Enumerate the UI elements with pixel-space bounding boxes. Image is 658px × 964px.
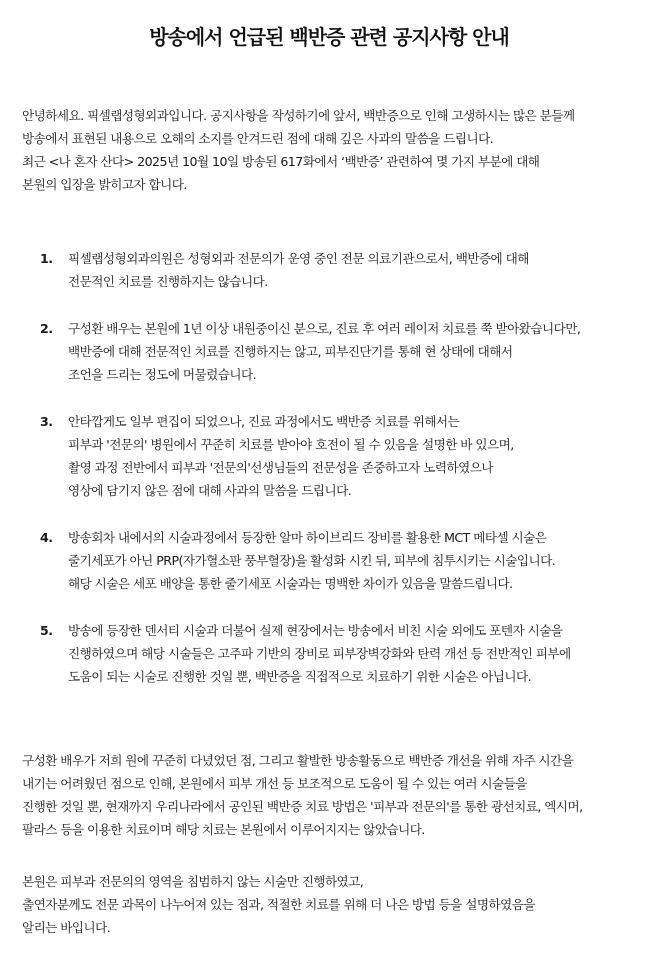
notice-title: 방송에서 언급된 백반증 관련 공지사항 안내 (149, 25, 509, 50)
point-number: 1. (40, 251, 53, 266)
intro-paragraph (22, 104, 647, 196)
point-line: 구성환 배우는 본원에 1년 이상 내원중이신 분으로, 진료 후 여러 레이저 치료를 쭉 받아왔습니다만, (68, 321, 581, 336)
point-line: 안타깝게도 일부 편집이 되었으나, 진료 과정에서도 백반증 치료를 위해서는 (68, 414, 460, 429)
closing-line: 내기는 어려웠던 점으로 인해, 본원에서 피부 개선 등 보조적으로 도움이 될 수 있는 여러 시술들을 (22, 776, 527, 791)
point-line: 방송회차 내에서의 시술과정에서 등장한 알마 하이브리드 장비를 활용한 MCT 메타셀 시술은 (68, 530, 547, 545)
closing-paragraph-1 (22, 749, 647, 841)
closing-line: 팔라스 등을 이용한 치료이며 해당 치료는 본원에서 이루어지지는 않았습니다. (22, 822, 425, 837)
intro-line: 방송에서 표현된 내용으로 오해의 소지를 안겨드린 점에 대해 깊은 사과의 말씀을 드립니다. (22, 131, 494, 146)
intro-line: 안녕하세요. 픽셀랩성형외과입니다. 공지사항을 작성하기에 앞서, 백반증으로 인해 고생하시는 많은 분들께 (22, 108, 575, 123)
notice-point-4 (40, 526, 652, 595)
point-line: 백반증에 대해 전문적인 치료를 진행하지는 않고, 피부진단기를 통해 현 상태에 대해서 (68, 344, 513, 359)
point-line: 전문적인 치료를 진행하지는 않습니다. (68, 274, 268, 289)
point-line: 도움이 되는 시술로 진행한 것일 뿐, 백반증을 직접적으로 치료하기 위한 시술은 아닙니다. (68, 669, 532, 684)
point-line: 픽셀랩성형외과의원은 성형외과 전문의가 운영 중인 전문 의료기관으로서, 백반증에 대해 (68, 251, 529, 266)
closing-line: 출연자분께도 전문 과목이 나누어져 있는 점과, 적절한 치료를 위해 더 나은 방법 등을 설명하였음을 (22, 897, 535, 912)
point-number: 5. (40, 623, 53, 638)
point-line: 진행하였으며 해당 시술들은 고주파 기반의 장비로 피부장벽강화와 탄력 개선 등 전반적인 피부에 (68, 646, 571, 661)
closing-line: 구성환 배우가 저희 원에 꾸준히 다녔었던 점, 그리고 활발한 방송활동으로 백반증 개선을 위해 자주 시간을 (22, 753, 574, 768)
notice-point-2 (40, 317, 652, 386)
intro-line: 본원의 입장을 밝히고자 합니다. (22, 177, 187, 192)
point-line: 영상에 담기지 않은 점에 대해 사과의 말씀을 드립니다. (68, 483, 352, 498)
closing-line: 진행한 것일 뿐, 현재까지 우리나라에서 공인된 백반증 치료 방법은 '피부과 전문의'를 통한 광선치료, 엑시머, (22, 799, 583, 814)
point-line: 방송에 등장한 덴서티 시술과 더불어 실제 현장에서는 방송에서 비친 시술 외에도 포텐자 시술을 (68, 623, 563, 638)
point-line: 조언을 드리는 정도에 머물렀습니다. (68, 367, 257, 382)
closing-line: 본원은 피부과 전문의의 영역을 침범하지 않는 시술만 진행하였고, (22, 874, 364, 889)
intro-line: 최근 <나 혼자 산다> 2025년 10월 10일 방송된 617화에서 ‘백반증’ 관련하여 몇 가지 부분에 대해 (22, 154, 540, 169)
point-line: 줄기세포가 아닌 PRP(자가혈소판 풍부혈장)을 활성화 시킨 뒤, 피부에 침투시키는 시술입니다. (68, 553, 556, 568)
point-line: 해당 시술은 세포 배양을 통한 줄기세포 시술과는 명백한 차이가 있음을 말씀드립니다. (68, 576, 513, 591)
point-number: 3. (40, 414, 53, 429)
point-number: 2. (40, 321, 53, 336)
point-line: 피부과 '전문의' 병원에서 꾸준히 치료를 받아야 호전이 될 수 있음을 설명한 바 있으며, (68, 437, 514, 452)
point-number: 4. (40, 530, 53, 545)
notice-point-1 (40, 247, 652, 293)
notice-point-5 (40, 619, 652, 688)
notice-point-3 (40, 410, 652, 502)
point-line: 촬영 과정 전반에서 피부과 '전문의'선생님들의 전문성을 존중하고자 노력하였으나 (68, 460, 493, 475)
closing-paragraph-2 (22, 870, 647, 939)
closing-line: 알리는 바입니다. (22, 920, 111, 935)
notice-points-list (40, 247, 652, 688)
